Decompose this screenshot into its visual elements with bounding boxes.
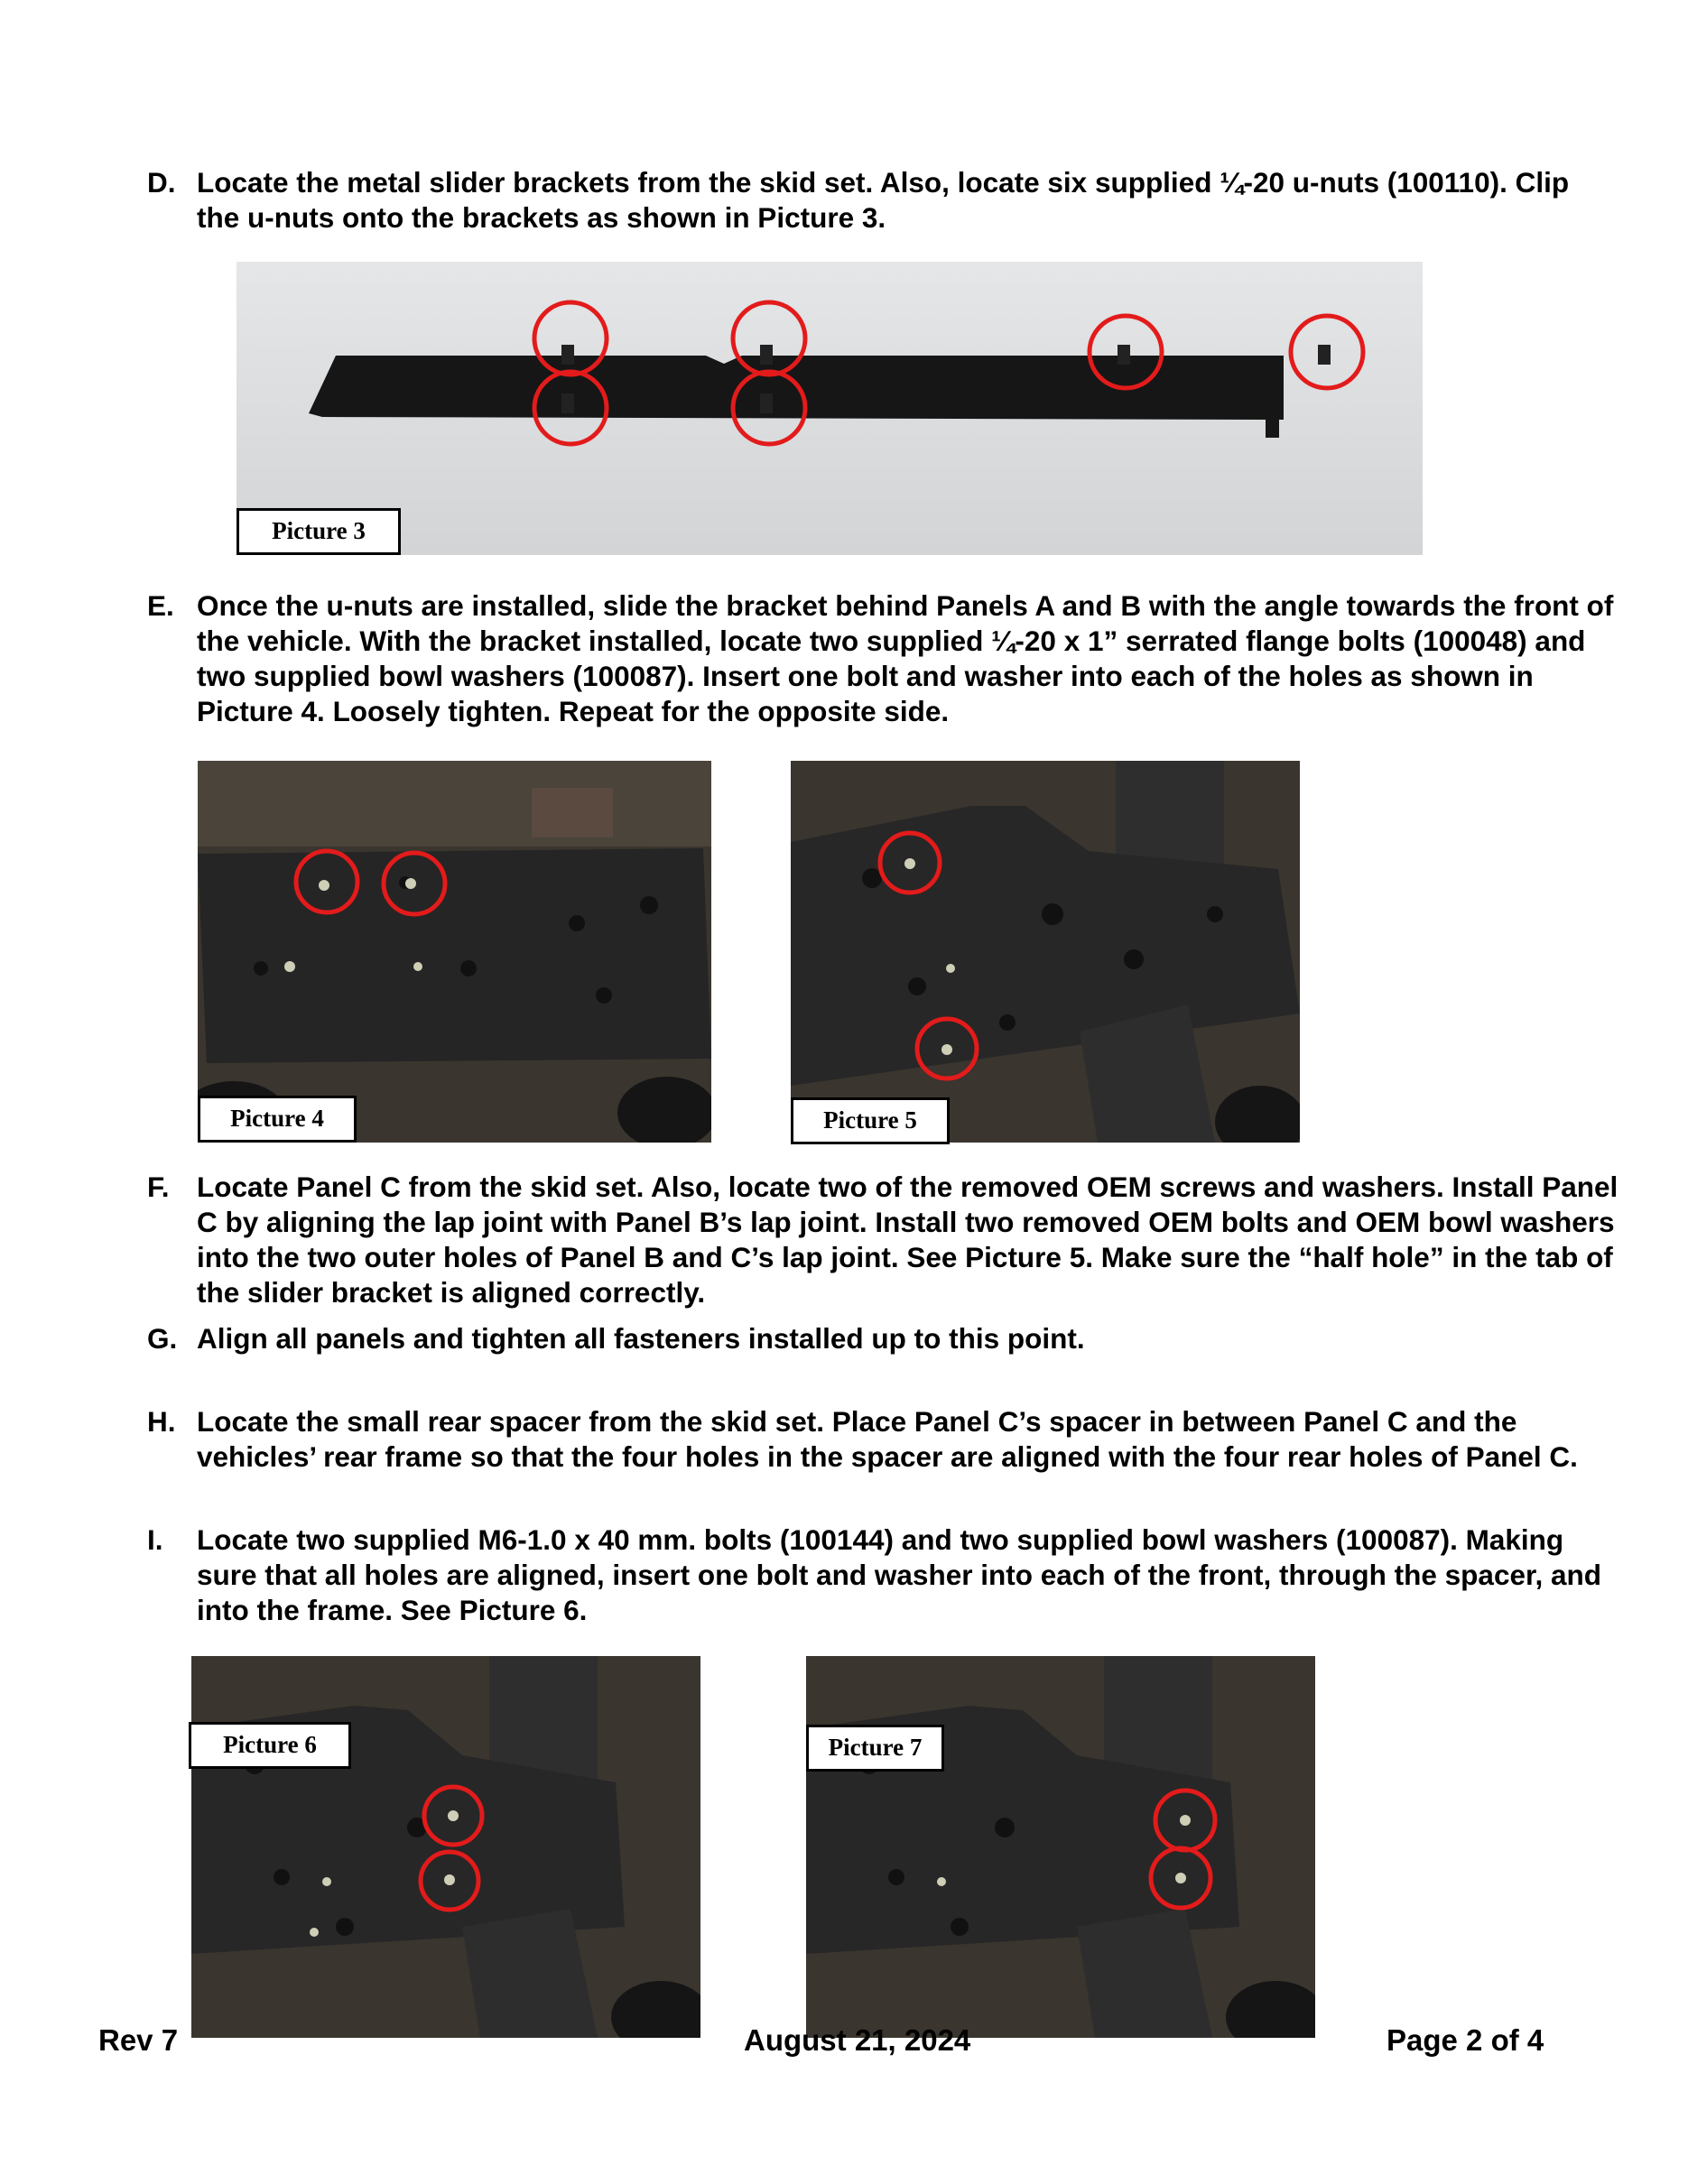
step-letter: I. [147, 1523, 163, 1556]
picture-3-caption: Picture 3 [237, 508, 401, 555]
picture-5-caption: Picture 5 [791, 1097, 950, 1144]
step-text: Locate the small rear spacer from the skid set. Place Panel C’s spacer in between Panel C and the vehicles’ rear frame so that the four holes in the spacer are aligned with the four rear holes of Panel C. [197, 1405, 1578, 1473]
picture-6-photo [191, 1656, 700, 2038]
picture-4-caption: Picture 4 [198, 1096, 357, 1143]
picture-4-photo [198, 761, 711, 1143]
step-text: Locate the metal slider brackets from the skid set. Also, locate six supplied ¼-20 u-nuts (100110). Clip the u-nuts onto the brackets as shown in Picture 3. [197, 166, 1570, 234]
step-text: Locate two supplied M6-1.0 x 40 mm. bolts (100144) and two supplied bowl washers (100087). Making sure that all holes are aligned, insert one bolt and washer into each of the front, through the spacer, and into the frame. See Picture 6. [197, 1523, 1602, 1626]
picture-7-caption: Picture 7 [806, 1725, 944, 1772]
footer-date: August 21, 2024 [744, 2023, 971, 2057]
picture-7-photo [806, 1656, 1315, 2038]
picture-6-caption: Picture 6 [189, 1722, 351, 1769]
step-letter: H. [147, 1405, 176, 1438]
step-text: Once the u-nuts are installed, slide the bracket behind Panels A and B with the angle towards the front of the vehicle. With the bracket installed, locate two supplied ¼-20 x 1” serrated flange bolts (100048) and two supplied bowl washers (100087). Insert one bolt and washer into each of the holes as shown in Picture 4. Loosely tighten. Repeat for the opposite side. [197, 589, 1614, 727]
step-letter: G. [147, 1322, 178, 1355]
step-text: Align all panels and tighten all fasteners installed up to this point. [197, 1322, 1085, 1355]
footer-revision: Rev 7 [98, 2023, 179, 2057]
step-text: Locate Panel C from the skid set. Also, locate two of the removed OEM screws and washers. Install Panel C by aligning the lap joint with Panel B’s lap joint. Install two removed OEM bolts and OEM bowl washers into the two outer holes of Panel B and C’s lap joint. See Picture 5. Make sure the “half hole” in the tab of the slider bracket is aligned correctly. [197, 1171, 1618, 1309]
step-letter: E. [147, 589, 174, 622]
step-letter: D. [147, 166, 176, 199]
step-letter: F. [147, 1171, 170, 1203]
footer-page-number: Page 2 of 4 [1387, 2023, 1544, 2057]
picture-5-photo [791, 761, 1300, 1143]
picture-3-photo [237, 262, 1423, 555]
